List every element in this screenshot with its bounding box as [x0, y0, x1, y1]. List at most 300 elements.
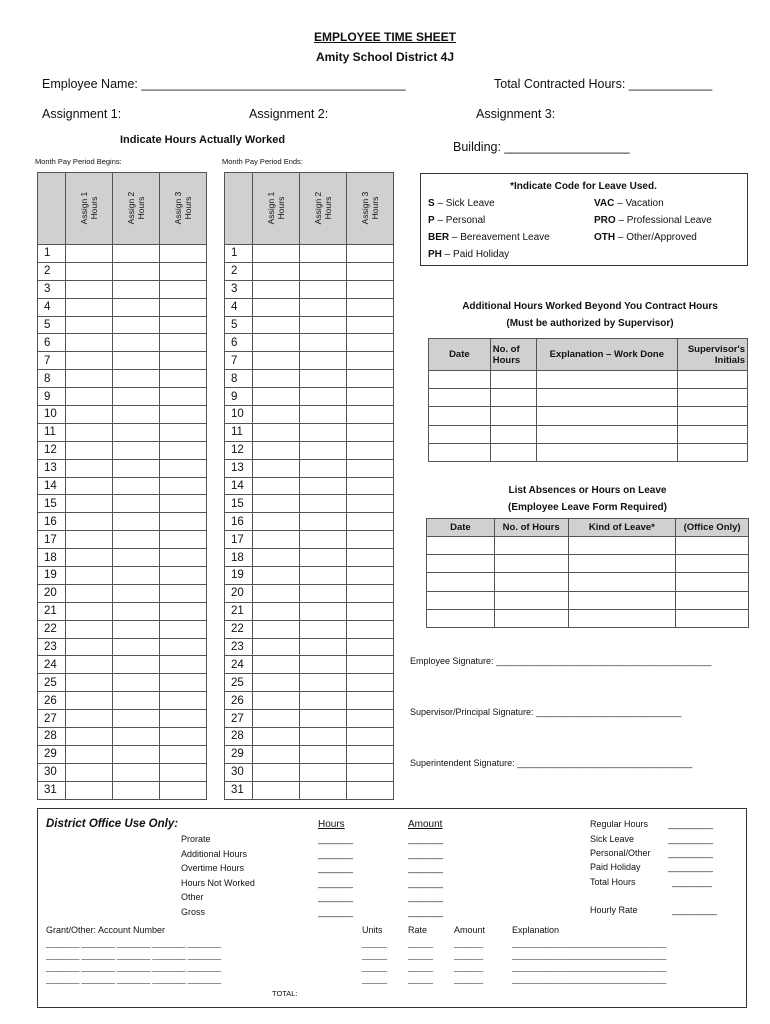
office-hours-line[interactable]: _______ [318, 906, 354, 917]
assign-3-hours-cell[interactable] [160, 477, 207, 495]
assign-2-hours-cell[interactable] [113, 352, 160, 370]
hours-header: No. of Hours [490, 339, 536, 371]
date-cell[interactable] [427, 609, 495, 627]
initials-cell[interactable] [678, 425, 748, 443]
assignment-3-field[interactable]: Assignment 3: [476, 107, 556, 121]
initials-cell[interactable] [678, 407, 748, 425]
hourly-rate-line[interactable]: _________ [672, 905, 718, 915]
assign-2-hours-cell[interactable] [113, 620, 160, 638]
assign-3-hours-cell[interactable] [160, 352, 207, 370]
assign-3-hours-cell[interactable] [347, 459, 394, 477]
account-number-line[interactable]: ________ ________ ________ ________ ________ [46, 963, 222, 972]
assign-3-hours-cell[interactable] [160, 406, 207, 424]
kind-of-leave-cell[interactable] [568, 537, 676, 555]
assign-3-hours-cell[interactable] [347, 531, 394, 549]
assign-2-hours-cell[interactable] [113, 459, 160, 477]
assign-2-hours-cell[interactable] [113, 781, 160, 799]
assign-3-hours-cell[interactable] [160, 531, 207, 549]
initials-cell[interactable] [678, 389, 748, 407]
assign-3-hours-cell[interactable] [160, 781, 207, 799]
assign-3-hours-cell[interactable] [160, 262, 207, 280]
day-number: 9 [38, 388, 66, 406]
hours-cell[interactable] [494, 573, 568, 591]
assign-2-hours-cell[interactable] [113, 298, 160, 316]
assign-2-hours-cell[interactable] [113, 245, 160, 263]
hours-cell[interactable] [490, 389, 536, 407]
hours-cell[interactable] [494, 537, 568, 555]
assign-2-hours-cell[interactable] [300, 781, 347, 799]
assign-1-hours-cell[interactable] [253, 423, 300, 441]
assign-1-hours-cell[interactable] [253, 710, 300, 728]
assign-3-hours-cell[interactable] [347, 406, 394, 424]
amount-line[interactable]: _______ [454, 963, 484, 972]
assign-3-hours-cell[interactable] [160, 495, 207, 513]
day-row [38, 388, 207, 406]
assign-1-hours-cell[interactable] [253, 441, 300, 459]
explanation-line[interactable]: _____________________________________ [512, 951, 667, 960]
assign-2-hours-cell[interactable] [300, 352, 347, 370]
date-cell[interactable] [427, 591, 495, 609]
assignment-1-field[interactable]: Assignment 1: [42, 107, 122, 121]
legend-item-other: OTH – Other/Approved [594, 232, 697, 243]
assign-2-hours-cell[interactable] [113, 406, 160, 424]
date-cell[interactable] [427, 555, 495, 573]
assign-1-hours-cell[interactable] [66, 334, 113, 352]
assign-2-hours-cell[interactable] [113, 280, 160, 298]
explanation-cell[interactable] [536, 425, 677, 443]
day-row [38, 745, 207, 763]
assign-2-hours-cell[interactable] [300, 406, 347, 424]
assign-1-hours-cell[interactable] [66, 316, 113, 334]
assign-1-hours-cell[interactable] [253, 692, 300, 710]
assign-1-hours-cell[interactable] [253, 262, 300, 280]
assign-2-hours-cell[interactable] [113, 656, 160, 674]
office-amount-line[interactable]: _______ [408, 863, 444, 873]
assign-3-hours-cell[interactable] [347, 763, 394, 781]
assign-3-hours-cell[interactable] [160, 370, 207, 388]
absence-row [427, 537, 749, 555]
assign-1-hours-cell[interactable] [66, 763, 113, 781]
assign-1-hours-cell[interactable] [66, 245, 113, 263]
explanation-cell[interactable] [536, 407, 677, 425]
assign-1-hours-cell[interactable] [253, 477, 300, 495]
day-number: 4 [38, 298, 66, 316]
assign-1-hours-cell[interactable] [253, 638, 300, 656]
assign-2-hours-cell[interactable] [300, 245, 347, 263]
day-number: 8 [38, 370, 66, 388]
assign-3-hours-cell[interactable] [160, 763, 207, 781]
assign-3-hours-cell[interactable] [347, 781, 394, 799]
assign-1-hours-cell[interactable] [253, 531, 300, 549]
assign-1-hours-cell[interactable] [66, 638, 113, 656]
assign-1-hours-cell[interactable] [253, 602, 300, 620]
assign-2-hours-cell[interactable] [113, 334, 160, 352]
building-field[interactable]: Building: __________________ [453, 140, 630, 154]
account-number-line[interactable]: ________ ________ ________ ________ ________ [46, 975, 222, 984]
units-line[interactable]: ______ [362, 975, 388, 984]
initials-cell[interactable] [678, 443, 748, 461]
assign-2-hours-cell[interactable] [300, 674, 347, 692]
assign-1-hours-cell[interactable] [66, 280, 113, 298]
assign-3-hours-cell[interactable] [347, 298, 394, 316]
assign-3-hours-cell[interactable] [347, 316, 394, 334]
assign-3-hours-cell[interactable] [347, 656, 394, 674]
assign-2-hours-cell[interactable] [300, 495, 347, 513]
assign-1-hours-cell[interactable] [66, 441, 113, 459]
assign-2-hours-cell[interactable] [300, 441, 347, 459]
date-cell[interactable] [427, 573, 495, 591]
assign-2-hours-cell[interactable] [300, 745, 347, 763]
total-hours-line[interactable]: ________ [672, 877, 713, 887]
date-cell[interactable] [429, 443, 491, 461]
assign-2-hours-cell[interactable] [300, 620, 347, 638]
employee-signature-field[interactable]: Employee Signature: ___________________________________________ [410, 656, 712, 666]
initials-cell[interactable] [678, 371, 748, 389]
assign-3-hours-cell[interactable] [347, 477, 394, 495]
assign-3-hours-cell[interactable] [160, 638, 207, 656]
assign-2-hours-cell[interactable] [113, 531, 160, 549]
assign-3-hours-cell[interactable] [160, 745, 207, 763]
day-number: 6 [225, 334, 253, 352]
assign-3-hours-cell[interactable] [160, 316, 207, 334]
kind-of-leave-cell[interactable] [568, 609, 676, 627]
date-cell[interactable] [429, 389, 491, 407]
assign-2-hours-cell[interactable] [300, 388, 347, 406]
assign-2-hours-cell[interactable] [300, 763, 347, 781]
assign-2-hours-cell[interactable] [300, 728, 347, 746]
assign-1-hours-cell[interactable] [66, 423, 113, 441]
office-amount-line[interactable]: _______ [408, 834, 444, 844]
hours-cell[interactable] [490, 425, 536, 443]
assign-3-hours-cell[interactable] [160, 388, 207, 406]
assign-1-hours-cell[interactable] [66, 584, 113, 602]
assign-1-hours-cell[interactable] [66, 567, 113, 585]
office-only-cell[interactable] [676, 573, 749, 591]
assign-3-hours-cell[interactable] [160, 656, 207, 674]
office-amount-line[interactable]: _______ [408, 877, 444, 888]
assign-2-hours-cell[interactable] [300, 549, 347, 567]
assign-1-hours-cell[interactable] [253, 549, 300, 567]
assign-1-hours-cell[interactable] [66, 620, 113, 638]
assign-2-hours-cell[interactable] [300, 692, 347, 710]
assign-2-hours-cell[interactable] [300, 531, 347, 549]
assign-2-hours-cell[interactable] [113, 549, 160, 567]
day-row [225, 531, 394, 549]
day-number: 14 [38, 477, 66, 495]
assign-3-hours-cell[interactable] [347, 370, 394, 388]
kind-of-leave-cell[interactable] [568, 555, 676, 573]
assign-1-hours-cell[interactable] [253, 388, 300, 406]
assign-3-hours-cell[interactable] [347, 638, 394, 656]
assign-1-hours-cell[interactable] [66, 406, 113, 424]
office-only-cell[interactable] [676, 609, 749, 627]
assign-2-hours-cell[interactable] [300, 370, 347, 388]
office-only-cell[interactable] [676, 591, 749, 609]
assign-3-hours-cell[interactable] [347, 334, 394, 352]
hours-cell[interactable] [494, 591, 568, 609]
assign-1-hours-cell[interactable] [66, 352, 113, 370]
assign-1-hours-cell[interactable] [66, 513, 113, 531]
date-cell[interactable] [427, 537, 495, 555]
assign-3-hours-cell[interactable] [347, 692, 394, 710]
assign-1-hours-cell[interactable] [253, 620, 300, 638]
explanation-line[interactable]: _____________________________________ [512, 975, 667, 984]
assign-1-hours-cell[interactable] [253, 745, 300, 763]
date-cell[interactable] [429, 425, 491, 443]
assign-2-hours-cell[interactable] [113, 495, 160, 513]
units-line[interactable]: ______ [362, 939, 388, 948]
assign-2-hours-cell[interactable] [113, 441, 160, 459]
assign-1-hours-cell[interactable] [66, 495, 113, 513]
assign-2-hours-cell[interactable] [113, 262, 160, 280]
assign-3-hours-cell[interactable] [347, 388, 394, 406]
assign-2-hours-cell[interactable] [300, 423, 347, 441]
day-number: 13 [225, 459, 253, 477]
assign-1-hours-cell[interactable] [253, 316, 300, 334]
explanation-cell[interactable] [536, 371, 677, 389]
sick-leave-line[interactable]: _________ [668, 834, 714, 844]
day-row [38, 567, 207, 585]
assign-3-hours-cell[interactable] [347, 280, 394, 298]
assign-3-hours-cell[interactable] [160, 334, 207, 352]
hours-cell[interactable] [494, 609, 568, 627]
assign-1-hours-cell[interactable] [253, 245, 300, 263]
assign-3-hours-cell[interactable] [160, 584, 207, 602]
additional-hours-title: Additional Hours Worked Beyond You Contract Hours [462, 301, 718, 312]
explanation-cell[interactable] [536, 443, 677, 461]
assign-2-hours-cell[interactable] [113, 692, 160, 710]
kind-of-leave-cell[interactable] [568, 591, 676, 609]
assign-3-hours-cell[interactable] [160, 513, 207, 531]
date-cell[interactable] [429, 407, 491, 425]
assign-1-hours-cell[interactable] [253, 370, 300, 388]
office-only-cell[interactable] [676, 555, 749, 573]
assign-3-hours-cell[interactable] [347, 423, 394, 441]
assign-1-hours-cell[interactable] [253, 495, 300, 513]
day-row [225, 584, 394, 602]
assign-3-hours-cell[interactable] [160, 441, 207, 459]
assign-2-hours-cell[interactable] [113, 567, 160, 585]
assign-2-hours-cell[interactable] [113, 477, 160, 495]
account-number-line[interactable]: ________ ________ ________ ________ ________ [46, 939, 222, 948]
assign-1-hours-cell[interactable] [66, 262, 113, 280]
assign-3-hours-cell[interactable] [160, 602, 207, 620]
assign-1-hours-cell[interactable] [66, 692, 113, 710]
assign-3-hours-cell[interactable] [347, 745, 394, 763]
assign-2-hours-cell[interactable] [300, 513, 347, 531]
absences-table [426, 518, 749, 628]
hours-cell[interactable] [490, 443, 536, 461]
amount-line[interactable]: _______ [454, 975, 484, 984]
assign-1-hours-cell[interactable] [253, 728, 300, 746]
assign-1-hours-cell[interactable] [253, 674, 300, 692]
assign-1-hours-cell[interactable] [66, 710, 113, 728]
assign-3-hours-cell[interactable] [347, 549, 394, 567]
employee-name-field[interactable]: Employee Name: ______________________________________ [42, 77, 406, 91]
assign-1-hours-cell[interactable] [253, 781, 300, 799]
regular-hours-line[interactable]: _________ [668, 819, 714, 829]
assign-1-hours-cell[interactable] [66, 745, 113, 763]
day-row [38, 495, 207, 513]
assign-2-hours-cell[interactable] [300, 316, 347, 334]
assign-2-hours-cell[interactable] [300, 280, 347, 298]
assign-1-hours-cell[interactable] [253, 513, 300, 531]
assign-3-hours-cell[interactable] [160, 728, 207, 746]
assign-2-hours-cell[interactable] [300, 567, 347, 585]
rate-line[interactable]: ______ [408, 939, 434, 948]
assign-1-hours-cell[interactable] [253, 763, 300, 781]
amount-column-heading: Amount [408, 819, 443, 830]
assign-1-hours-cell[interactable] [253, 406, 300, 424]
supervisor-signature-field[interactable]: Supervisor/Principal Signature: _____________________________ [410, 707, 682, 717]
office-amount-line[interactable]: _______ [408, 906, 444, 917]
assign-2-hours-cell[interactable] [300, 298, 347, 316]
assign-3-hours-cell[interactable] [347, 620, 394, 638]
assign-3-hours-cell[interactable] [347, 352, 394, 370]
assign-2-hours-cell[interactable] [300, 459, 347, 477]
day-number: 16 [225, 513, 253, 531]
office-hours-line[interactable]: _______ [318, 892, 354, 902]
day-row [225, 602, 394, 620]
assign-3-hours-cell[interactable] [347, 728, 394, 746]
office-amount-line[interactable]: _______ [408, 892, 444, 902]
assign-2-hours-cell[interactable] [113, 370, 160, 388]
assign-2-hours-cell[interactable] [113, 316, 160, 334]
assign-2-hours-cell[interactable] [113, 423, 160, 441]
amount-line[interactable]: _______ [454, 951, 484, 960]
assign-3-hours-cell[interactable] [160, 710, 207, 728]
assignment-2-field[interactable]: Assignment 2: [249, 107, 329, 121]
assign-3-hours-cell[interactable] [347, 513, 394, 531]
units-line[interactable]: ______ [362, 963, 388, 972]
rate-line[interactable]: ______ [408, 963, 434, 972]
assign-2-hours-cell[interactable] [300, 710, 347, 728]
assign-3-hours-cell[interactable] [160, 245, 207, 263]
assign-3-hours-cell[interactable] [160, 298, 207, 316]
office-hours-line[interactable]: _______ [318, 863, 354, 873]
assign-3-hours-cell[interactable] [160, 423, 207, 441]
sick-leave-label: Sick Leave [590, 834, 635, 844]
assign-3-hours-cell[interactable] [347, 495, 394, 513]
assign-3-hours-cell[interactable] [160, 459, 207, 477]
day-number: 31 [225, 781, 253, 799]
assign-1-hours-cell[interactable] [66, 781, 113, 799]
assign-2-hours-cell[interactable] [113, 710, 160, 728]
assign-2-hours-cell[interactable] [113, 602, 160, 620]
assign-2-hours-cell[interactable] [113, 638, 160, 656]
assign-1-hours-cell[interactable] [66, 477, 113, 495]
total-contracted-hours-field[interactable]: Total Contracted Hours: ____________ [494, 77, 713, 91]
day-row [225, 406, 394, 424]
day-row [38, 423, 207, 441]
assign-3-hours-cell[interactable] [160, 674, 207, 692]
assign-2-hours-cell[interactable] [300, 602, 347, 620]
assign-1-hours-cell[interactable] [253, 352, 300, 370]
assign-1-hours-cell[interactable] [66, 549, 113, 567]
assign-3-hours-cell[interactable] [347, 245, 394, 263]
assign-2-hours-cell[interactable] [300, 477, 347, 495]
assign-3-hours-cell[interactable] [160, 620, 207, 638]
assign-2-hours-cell[interactable] [300, 656, 347, 674]
assign-1-hours-cell[interactable] [253, 459, 300, 477]
assign-1-hours-cell[interactable] [253, 584, 300, 602]
assign-1-hours-cell[interactable] [66, 459, 113, 477]
assign-2-hours-cell[interactable] [113, 584, 160, 602]
amount-line[interactable]: _______ [454, 939, 484, 948]
assign-1-hours-cell[interactable] [253, 567, 300, 585]
assign-2-hours-cell[interactable] [113, 728, 160, 746]
hours-cell[interactable] [490, 371, 536, 389]
assign-1-hours-cell[interactable] [66, 728, 113, 746]
kind-of-leave-cell[interactable] [568, 573, 676, 591]
assign-3-hours-cell[interactable] [347, 584, 394, 602]
assign-1-hours-cell[interactable] [66, 602, 113, 620]
assign-3-hours-cell[interactable] [347, 567, 394, 585]
office-hours-line[interactable]: _______ [318, 848, 354, 859]
rate-line[interactable]: ______ [408, 975, 434, 984]
assign-3-hours-cell[interactable] [347, 262, 394, 280]
assign-1-hours-cell[interactable] [66, 674, 113, 692]
explanation-line[interactable]: _____________________________________ [512, 939, 667, 948]
assign-2-hours-cell[interactable] [113, 674, 160, 692]
assign-1-hours-cell[interactable] [66, 531, 113, 549]
assign-1-hours-cell[interactable] [66, 388, 113, 406]
assign-1-hours-cell[interactable] [66, 370, 113, 388]
assign-1-hours-cell[interactable] [66, 656, 113, 674]
assign-3-hours-cell[interactable] [160, 567, 207, 585]
assign-3-hours-cell[interactable] [347, 602, 394, 620]
rate-line[interactable]: ______ [408, 951, 434, 960]
assign-1-hours-cell[interactable] [253, 298, 300, 316]
assign-2-hours-cell[interactable] [300, 584, 347, 602]
assign-2-hours-cell[interactable] [300, 334, 347, 352]
hours-cell[interactable] [490, 407, 536, 425]
assign-3-hours-cell[interactable] [347, 441, 394, 459]
day-row [225, 477, 394, 495]
assign-1-hours-cell[interactable] [66, 298, 113, 316]
office-hours-line[interactable]: _______ [318, 834, 354, 844]
assign-3-hours-cell[interactable] [347, 710, 394, 728]
hours-cell[interactable] [494, 555, 568, 573]
account-number-line[interactable]: ________ ________ ________ ________ ________ [46, 951, 222, 960]
office-only-cell[interactable] [676, 537, 749, 555]
explanation-cell[interactable] [536, 389, 677, 407]
assign-2-hours-cell[interactable] [113, 513, 160, 531]
assign-2-hours-cell[interactable] [300, 262, 347, 280]
day-row [38, 298, 207, 316]
office-hours-line[interactable]: _______ [318, 877, 354, 888]
assign-2-hours-cell[interactable] [113, 763, 160, 781]
assign-1-hours-cell[interactable] [253, 280, 300, 298]
units-line[interactable]: ______ [362, 951, 388, 960]
assign-3-hours-cell[interactable] [347, 674, 394, 692]
assign-3-hours-cell[interactable] [160, 692, 207, 710]
day-row [225, 334, 394, 352]
superintendent-signature-field[interactable]: Superintendent Signature: ___________________________________ [410, 758, 693, 768]
assign-2-hours-cell[interactable] [113, 388, 160, 406]
assign-3-hours-cell[interactable] [160, 549, 207, 567]
explanation-line[interactable]: _____________________________________ [512, 963, 667, 972]
assign-3-hours-cell[interactable] [160, 280, 207, 298]
assign-2-hours-cell[interactable] [113, 745, 160, 763]
assign-2-hours-cell[interactable] [300, 638, 347, 656]
paid-holiday-line[interactable]: _________ [668, 862, 714, 872]
assign-1-hours-cell[interactable] [253, 656, 300, 674]
personal-other-line[interactable]: _________ [668, 848, 714, 858]
assign-1-hours-cell[interactable] [253, 334, 300, 352]
office-amount-line[interactable]: _______ [408, 848, 444, 859]
date-cell[interactable] [429, 371, 491, 389]
